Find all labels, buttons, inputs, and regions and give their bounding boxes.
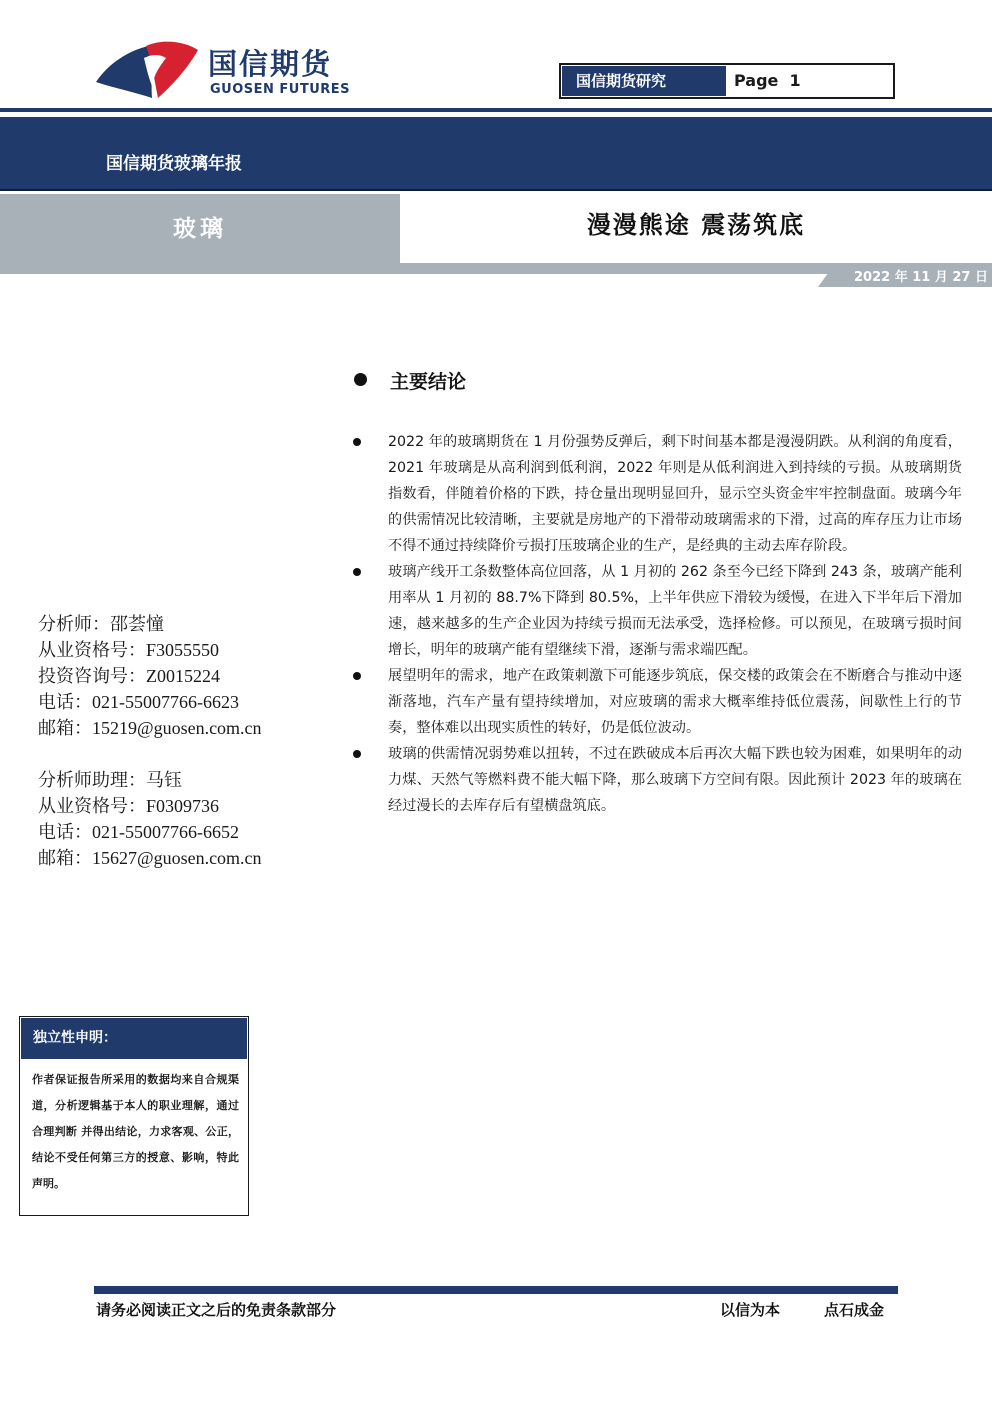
statement-body: 作者保证报告所采用的数据均来自合规渠道，分析逻辑基于本人的职业理解，通过合理判断 并得出结论，力求客观、公正，结论不受任何第三方的授意、影响，特此声明。 <box>32 1073 239 1190</box>
conclusion-text: 玻璃的供需情况弱势难以扭转，不过在跌破成本后再次大幅下跌也较为困难，如果明年的动力煤、天然气等燃料费不能大幅下降，那么玻璃下方空间有限。因此预计 2023 年的玻璃在经过漫长的去库存后有望横盘筑底。 <box>388 746 962 814</box>
report-date: 2022 年 11 月 27 日 <box>854 270 988 285</box>
analyst-consult-number: 投资咨询号：Z0015224 <box>38 666 220 686</box>
research-label: 国信期货研究 <box>562 66 726 96</box>
page-number: Page 1 <box>734 71 801 90</box>
footer-disclaimer: 请务必阅读正文之后的免责条款部分 <box>96 1301 337 1319</box>
footer-motto-2: 点石成金 <box>824 1301 885 1319</box>
conclusion-text: 展望明年的需求，地产在政策刺激下可能逐步筑底，保交楼的政策会在不断磨合与推动中逐渐落地，汽车产量有望持续增加，对应玻璃的需求大概率维持低位震荡，间歇性上行的节奏，整体难以出现实质性的转好，仍是低位波动。 <box>388 668 962 736</box>
analyst-name: 分析师：邵荟憧 <box>38 614 164 634</box>
section-title: 主要结论 <box>390 371 467 393</box>
conclusion-text: 2022 年的玻璃期货在 1 月份强势反弹后，剩下时间基本都是漫漫阴跌。从利润的角度看，2021 年玻璃是从高利润到低利润，2022 年则是从低利润进入到持续的亏损。从玻璃期货指数看，伴随着价格的下跌，持仓量出现明显回升，显示空头资金牢牢控制盘面。玻璃今年的供需情况比较清晰，主要就是房地产的下滑带动玻璃需求的下滑，过高的库存压力让市场不得不通过持续降价亏损打压玻璃企业的生产，是经典的主动去库存阶段。 <box>388 434 962 554</box>
analyst-phone: 电话：021-55007766-6623 <box>38 692 239 712</box>
analyst-license: 从业资格号：F3055550 <box>38 640 220 660</box>
conclusion-text: 玻璃产线开工条数整体高位回落，从 1 月初的 262 条至今已经下降到 243 条，玻璃产能利用率从 1 月初的 88.7%下降到 80.5%，上半年供应下滑较为缓慢，在进入下半年后下滑加速，越来越多的生产企业因为持续亏损而无法承受，选择检修。可以预见，在玻璃亏损时间增长，明年的玻璃产能有望继续下滑，逐渐与需求端匹配。 <box>388 564 962 658</box>
list-item <box>388 559 962 663</box>
list-item <box>388 741 962 819</box>
assistant-info <box>38 767 338 871</box>
bullet-icon <box>353 672 361 680</box>
conclusions-list <box>388 429 962 819</box>
assistant-phone: 电话：021-55007766-6652 <box>38 822 239 842</box>
brand-name-en: GUOSEN FUTURES <box>210 82 351 97</box>
page-title: 漫漫熊途 震荡筑底 <box>586 210 806 239</box>
bullet-icon <box>353 750 361 758</box>
brand-name-cn: 国信期货 <box>208 47 333 81</box>
list-item <box>388 663 962 741</box>
assistant-email: 邮箱：15627@guosen.com.cn <box>38 848 262 868</box>
analyst-email: 邮箱：15219@guosen.com.cn <box>38 718 262 738</box>
assistant-name: 分析师助理：马钰 <box>38 770 182 790</box>
report-type: 国信期货玻璃年报 <box>106 154 242 174</box>
footer-rule <box>94 1286 898 1294</box>
bullet-icon <box>353 438 361 446</box>
category-label: 玻璃 <box>173 216 227 242</box>
assistant-license: 从业资格号：F0309736 <box>38 796 220 816</box>
section-bullet-icon <box>354 373 367 386</box>
header-rule <box>0 108 992 112</box>
bullet-icon <box>353 568 361 576</box>
footer-motto-1: 以信为本 <box>720 1301 781 1319</box>
analyst-info <box>38 611 338 741</box>
list-item <box>388 429 962 559</box>
statement-title: 独立性申明： <box>21 1018 247 1059</box>
guosen-logo-icon <box>94 40 202 102</box>
